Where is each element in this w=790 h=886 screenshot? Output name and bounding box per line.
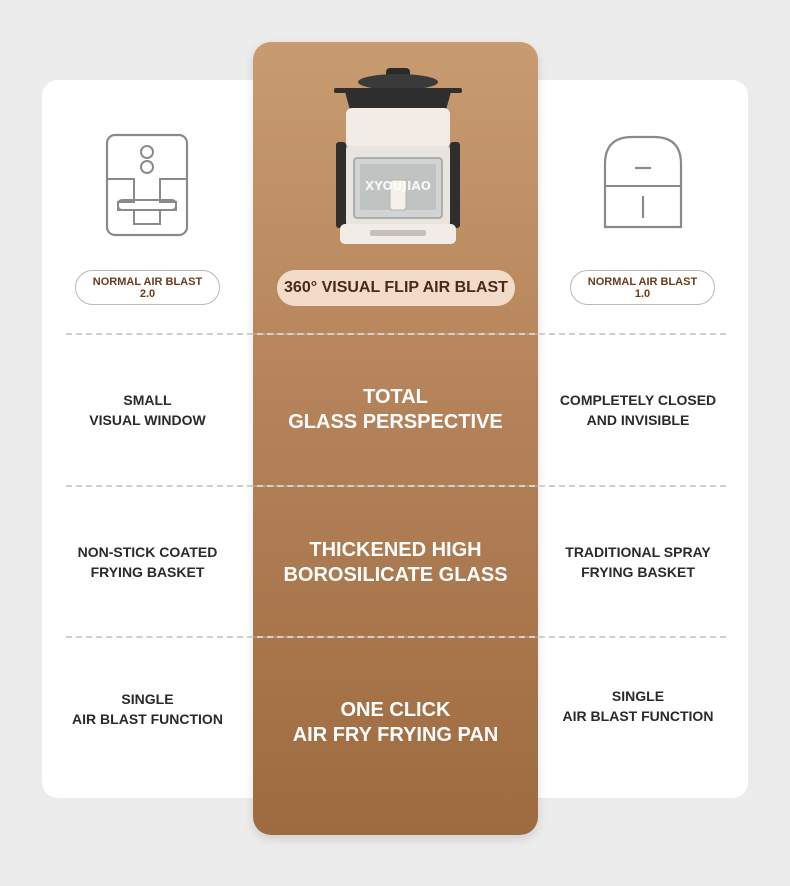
row1-center-text: TOTAL GLASS PERSPECTIVE [288,386,503,433]
left-label-line2: 2.0 [139,287,156,300]
closed-air-fryer-icon [602,134,684,230]
row1-right-text: COMPLETELY CLOSED AND INVISIBLE [559,392,717,428]
left-column-label [75,270,220,305]
row2-center-text: THICKENED HIGH BOROSILICATE GLASS [283,539,508,586]
row3-center-text: ONE CLICK AIR FRY FRYING PAN [292,699,499,746]
flip-air-fryer-product-image [330,62,466,252]
left-label-line1: NORMAL AIR BLAST [92,275,203,288]
product-brand-mark: XYOUJIAO [365,179,431,193]
row3-right-text: SINGLE AIR BLAST FUNCTION [562,688,714,724]
basket-air-fryer-icon [104,132,190,238]
right-label-line2: 1.0 [634,287,651,300]
row3-left-text: SINGLE AIR BLAST FUNCTION [72,691,223,727]
row2-right-text: TRADITIONAL SPRAY FRYING BASKET [565,544,711,580]
center-column-label: 360° VISUAL FLIP AIR BLAST [277,270,515,306]
row1-left-text: SMALL VISUAL WINDOW [89,392,206,428]
right-label-line1: NORMAL AIR BLAST [587,275,698,288]
right-column-label [570,270,715,305]
row2-left-text: NON-STICK COATED FRYING BASKET [77,544,218,580]
